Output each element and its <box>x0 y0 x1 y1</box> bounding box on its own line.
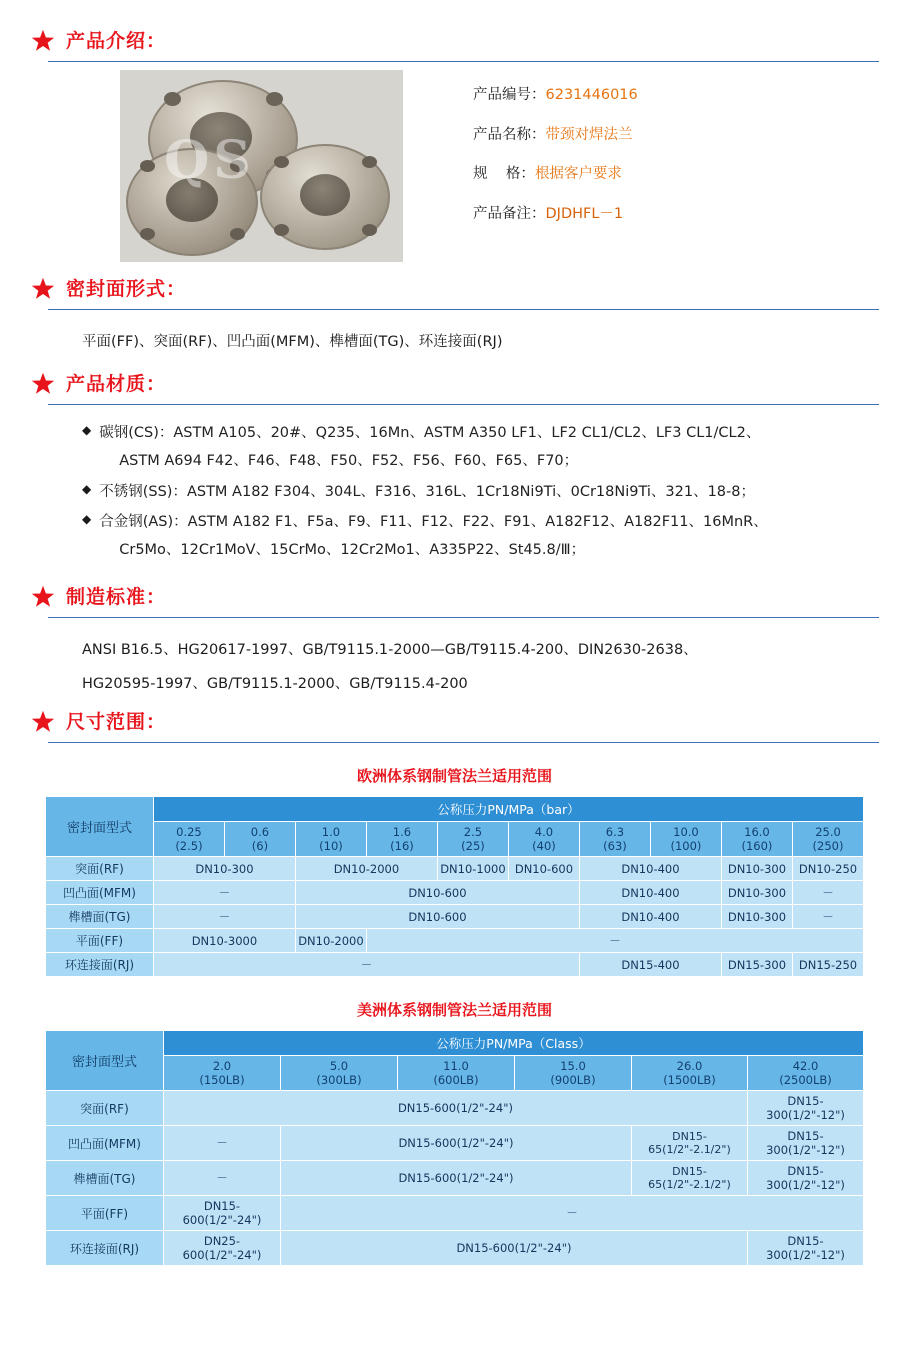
data-cell: DN10-300 <box>721 881 792 905</box>
row-label: 榫槽面(TG) <box>45 1161 163 1196</box>
material-line: Cr5Mo、12Cr1MoV、15CrMo、12Cr2Mo1、A335P22、St45.8/Ⅲ； <box>119 542 586 559</box>
pressure-top: 0.6 <box>250 825 270 840</box>
pressure-top: 5.0 <box>329 1059 349 1074</box>
star-icon <box>30 28 56 54</box>
data-cell: － <box>163 1126 280 1161</box>
row-label: 榫槽面(TG) <box>45 905 153 929</box>
pressure-bottom: (6) <box>251 839 269 854</box>
seal-forms-text: 平面(FF)、突面(RF)、凹凸面(MFM)、榫槽面(TG)、环连接面(RJ) <box>82 334 503 350</box>
data-cell: DN10-300 <box>721 857 792 881</box>
section-header-materials <box>30 371 879 397</box>
pressure-cell <box>153 822 224 857</box>
data-cell: DN15-300(1/2"-12") <box>747 1091 863 1126</box>
data-cell: DN15-250 <box>792 953 863 977</box>
pressure-bottom: (63) <box>603 839 627 854</box>
europe-pressure-table <box>45 796 864 977</box>
data-cell: DN10-1000 <box>437 857 508 881</box>
row-label: 平面(FF) <box>45 1196 163 1231</box>
pressure-bottom: (250) <box>812 839 844 854</box>
section-header-seal-forms <box>30 276 879 302</box>
section-title: 密封面形式： <box>66 277 187 300</box>
pressure-top: 42.0 <box>792 1059 819 1074</box>
product-intro-block <box>30 70 879 262</box>
diamond-icon: ◆ <box>82 511 92 526</box>
product-code-label: 产品编号： <box>473 87 546 103</box>
product-spec-row <box>473 167 638 182</box>
product-remark-row <box>473 207 638 222</box>
section-header-standards <box>30 584 879 610</box>
product-name-label: 产品名称： <box>473 126 546 143</box>
data-cell: DN10-300 <box>721 905 792 929</box>
pressure-bottom: (40) <box>532 839 556 854</box>
divider <box>48 404 879 405</box>
row-label: 平面(FF) <box>45 929 153 953</box>
table-row <box>45 1196 863 1231</box>
data-cell: DN10-250 <box>792 857 863 881</box>
row-label: 环连接面(RJ) <box>45 953 153 977</box>
pressure-bottom: (16) <box>390 839 414 854</box>
product-spec-value: 根据客户要求 <box>534 166 622 182</box>
data-cell: － <box>280 1196 863 1231</box>
material-line: 合金钢(AS)：ASTM A182 F1、F5a、F9、F11、F12、F22、F91、A182F12、A182F11、16MnR、 <box>99 513 768 530</box>
data-cell: DN15-600(1/2"-24") <box>280 1161 631 1196</box>
pressure-top: 6.3 <box>605 825 625 840</box>
table-row <box>45 905 863 929</box>
pressure-top: 1.0 <box>321 825 341 840</box>
table-row <box>45 881 863 905</box>
material-line: 不锈钢(SS)：ASTM A182 F304、304L、F316、316L、1Cr18Ni9Ti、0Cr18Ni9Ti、321、18-8； <box>99 483 755 500</box>
data-cell: DN10-300 <box>153 857 295 881</box>
data-cell: DN10-600 <box>508 857 579 881</box>
pressure-cell <box>280 1056 397 1091</box>
pressure-top: 15.0 <box>560 1059 586 1074</box>
product-remark-label: 产品备注： <box>473 205 546 222</box>
data-cell: DN10-400 <box>579 881 721 905</box>
data-cell: DN10-600 <box>295 881 579 905</box>
row-label: 环连接面(RJ) <box>45 1231 163 1266</box>
data-cell: DN10-2000 <box>295 929 366 953</box>
pressure-cell <box>721 822 792 857</box>
data-cell: DN15-65(1/2"-2.1/2") <box>631 1161 747 1196</box>
divider <box>48 742 879 743</box>
data-cell: DN15-600(1/2"-24") <box>280 1126 631 1161</box>
pressure-cell <box>579 822 650 857</box>
product-photo <box>120 70 403 262</box>
table-row <box>45 857 863 881</box>
pressure-bottom: (150LB) <box>199 1073 245 1088</box>
pressure-top: 26.0 <box>676 1059 703 1074</box>
pressure-cell <box>650 822 721 857</box>
divider <box>48 617 879 618</box>
pressure-cell <box>437 822 508 857</box>
data-cell: DN15-600(1/2"-24") <box>163 1196 280 1231</box>
row-label: 突面(RF) <box>45 857 153 881</box>
list-item <box>82 508 879 565</box>
photo-watermark: QS <box>164 130 255 191</box>
pressure-top: 10.0 <box>673 825 699 840</box>
data-cell: － <box>792 881 863 905</box>
span-header: 公称压力PN/MPa（Class） <box>163 1031 863 1056</box>
pressure-bottom: (300LB) <box>316 1073 362 1088</box>
data-cell: DN10-3000 <box>153 929 295 953</box>
row-label: 凹凸面(MFM) <box>45 881 153 905</box>
data-cell: － <box>153 953 579 977</box>
star-icon <box>30 276 56 302</box>
product-code-row <box>473 88 638 103</box>
pressure-cell <box>163 1056 280 1091</box>
table-row <box>45 953 863 977</box>
standards-text <box>82 634 879 701</box>
diamond-icon: ◆ <box>82 423 92 437</box>
corner-label: 密封面型式 <box>45 797 153 857</box>
list-item <box>82 419 879 476</box>
pressure-top: 1.6 <box>392 825 412 840</box>
pressure-bottom: (100) <box>670 839 702 854</box>
pressure-cell <box>631 1056 747 1091</box>
data-cell: － <box>153 881 295 905</box>
span-header: 公称压力PN/MPa（bar） <box>153 797 863 822</box>
list-item <box>82 478 879 506</box>
data-cell: DN10-2000 <box>295 857 437 881</box>
section-title: 制造标准： <box>66 585 167 608</box>
pressure-top: 25.0 <box>815 825 841 840</box>
data-cell: DN10-400 <box>579 857 721 881</box>
data-cell: DN15-300 <box>721 953 792 977</box>
data-cell: DN15-300(1/2"-12") <box>747 1161 863 1196</box>
pressure-cell <box>514 1056 631 1091</box>
table-row <box>45 929 863 953</box>
product-name-row <box>473 128 638 143</box>
america-pressure-table <box>45 1030 864 1266</box>
section-header-product-intro <box>30 28 879 54</box>
product-info-list <box>473 88 638 246</box>
pressure-cell <box>792 822 863 857</box>
pressure-top: 4.0 <box>534 825 554 840</box>
table-row <box>45 1231 863 1266</box>
pressure-cell <box>224 822 295 857</box>
pressure-bottom: (900LB) <box>550 1073 596 1088</box>
corner-label: 密封面型式 <box>45 1031 163 1091</box>
pressure-top: 2.0 <box>212 1059 232 1074</box>
pressure-cell <box>508 822 579 857</box>
pressure-bottom: (1500LB) <box>663 1073 716 1088</box>
section-title: 尺寸范围： <box>66 710 167 733</box>
america-table-title: 美洲体系钢制管法兰适用范围 <box>356 1001 552 1020</box>
data-cell: － <box>163 1161 280 1196</box>
product-remark-value: DJDHFL－1 <box>545 205 624 222</box>
standards-line: HG20595-1997、GB/T9115.1-2000、GB/T9115.4-200 <box>82 675 468 692</box>
star-icon <box>30 584 56 610</box>
data-cell: － <box>792 905 863 929</box>
data-cell: DN10-600 <box>295 905 579 929</box>
material-line: ASTM A694 F42、F46、F48、F50、F52、F56、F60、F65、F70； <box>119 453 579 470</box>
pressure-bottom: (160) <box>741 839 773 854</box>
pressure-top: 2.5 <box>463 825 483 840</box>
section-title: 产品介绍： <box>66 29 167 52</box>
pressure-top: 11.0 <box>443 1059 469 1074</box>
data-cell: DN15-600(1/2"-24") <box>280 1231 747 1266</box>
section-header-size-range <box>30 709 879 735</box>
divider <box>48 309 879 310</box>
pressure-cell <box>366 822 437 857</box>
product-name-value: 带颈对焊法兰 <box>545 126 633 143</box>
data-cell: DN15-400 <box>579 953 721 977</box>
row-label: 突面(RF) <box>45 1091 163 1126</box>
pressure-bottom: (25) <box>461 839 485 854</box>
pressure-cell <box>397 1056 514 1091</box>
pressure-bottom: (2.5) <box>175 839 203 854</box>
standards-line: ANSI B16.5、HG20617-1997、GB/T9115.1-2000—GB/T9115.4-200、DIN2630-2638、 <box>82 642 698 659</box>
data-cell: DN10-400 <box>579 905 721 929</box>
table-row <box>45 797 863 822</box>
table-row <box>45 1056 863 1091</box>
europe-table-title: 欧洲体系钢制管法兰适用范围 <box>356 767 552 786</box>
table-row <box>45 1031 863 1056</box>
data-cell: DN15-300(1/2"-12") <box>747 1126 863 1161</box>
diamond-icon: ◆ <box>82 481 92 496</box>
row-label: 凹凸面(MFM) <box>45 1126 163 1161</box>
table-row <box>45 822 863 857</box>
pressure-cell <box>295 822 366 857</box>
pressure-top: 16.0 <box>744 825 770 840</box>
section-title: 产品材质： <box>66 372 167 395</box>
data-cell: － <box>366 929 863 953</box>
pressure-cell <box>747 1056 863 1091</box>
data-cell: DN15-300(1/2"-12") <box>747 1231 863 1266</box>
product-spec-label: 规 格： <box>473 166 535 182</box>
pressure-bottom: (600LB) <box>433 1073 479 1088</box>
product-code-value: 6231446016 <box>545 87 638 103</box>
material-line: 碳钢(CS)：ASTM A105、20#、Q235、16Mn、ASTM A350 LF1、LF2 CL1/CL2、LF3 CL1/CL2、 <box>99 425 761 441</box>
star-icon <box>30 371 56 397</box>
data-cell: － <box>153 905 295 929</box>
materials-list <box>82 419 879 564</box>
pressure-top: 0.25 <box>176 825 202 840</box>
table-row <box>45 1161 863 1196</box>
star-icon <box>30 709 56 735</box>
table-row <box>45 1091 863 1126</box>
pressure-bottom: (10) <box>319 839 343 854</box>
table-row <box>45 1126 863 1161</box>
pressure-bottom: (2500LB) <box>779 1073 832 1088</box>
data-cell: DN15-600(1/2"-24") <box>163 1091 747 1126</box>
data-cell: DN25-600(1/2"-24") <box>163 1231 280 1266</box>
data-cell: DN15-65(1/2"-2.1/2") <box>631 1126 747 1161</box>
divider <box>48 61 879 62</box>
